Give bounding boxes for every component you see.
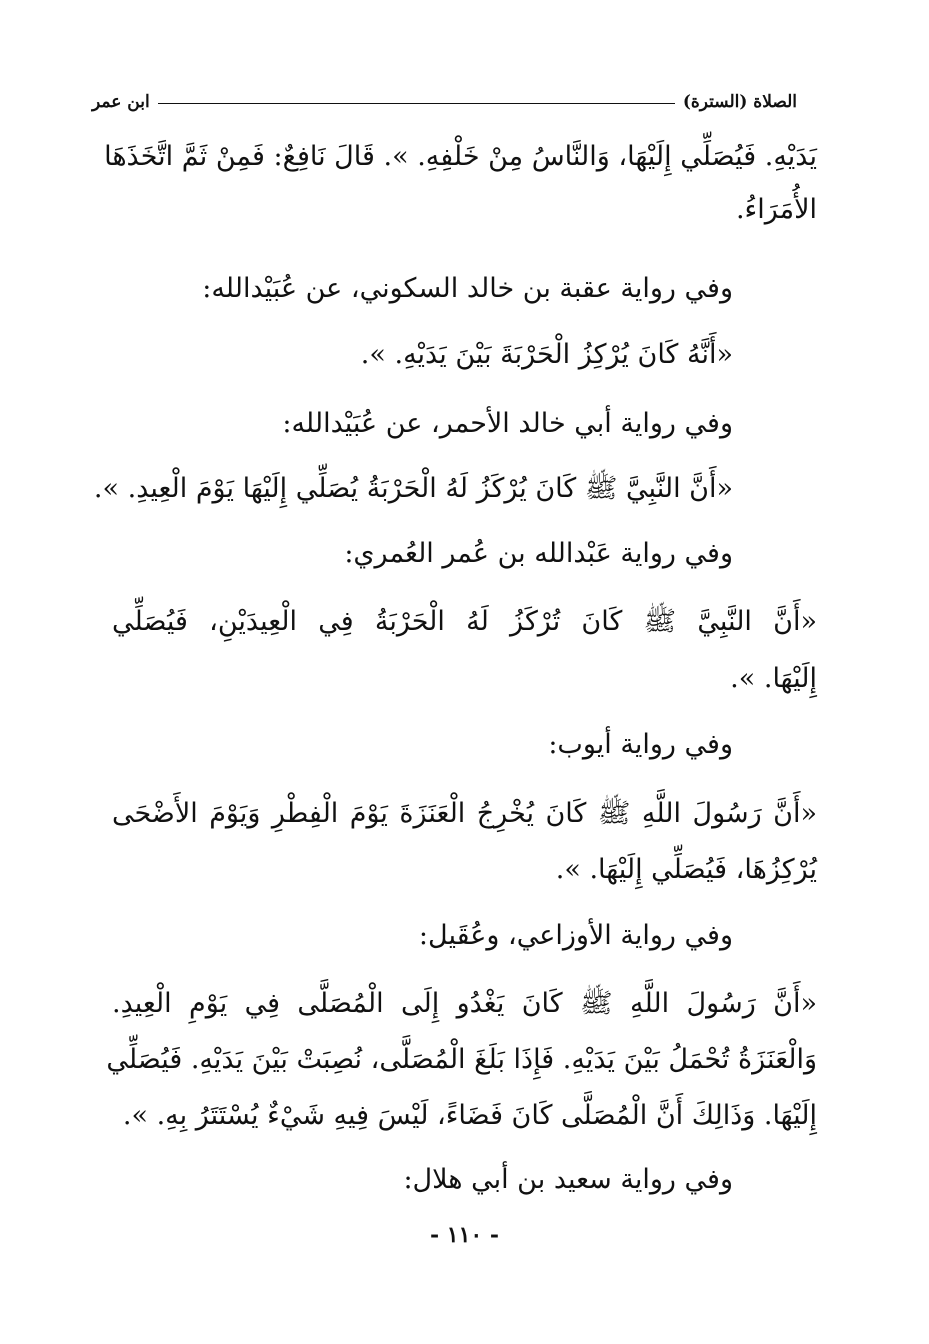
quote-line: «أَنَّ رَسُولَ اللَّهِ ﷺ كَانَ يَغْدُو إِلَى الْمُصَلَّى فِي يَوْمِ الْعِيدِ. bbox=[112, 988, 817, 1019]
running-header bbox=[92, 82, 797, 112]
page-number: - ١١٠ - bbox=[429, 1222, 500, 1248]
text-line-1: يَدَيْهِ. فَيُصَلِّي إِلَيْهَا، وَالنَّاسُ مِنْ خَلْفِهِ. ». قَالَ نَافِعٌ: فَمِنْ ثَمَّ اتَّخَذَهَا bbox=[104, 141, 817, 172]
header-rule bbox=[158, 103, 675, 104]
quote-line: «أَنَّهُ كَانَ يُرْكِزُ الْحَرْبَةَ بَيْنَ يَدَيْهِ. ». bbox=[360, 339, 733, 370]
narration-intro: وفي رواية عَبْدالله بن عُمر العُمري: bbox=[344, 538, 733, 569]
quote-line: يُرْكِزُهَا، فَيُصَلِّي إِلَيْهَا. ». bbox=[555, 854, 817, 885]
narration-intro: وفي رواية أيوب: bbox=[548, 729, 733, 760]
quote-line: «أَنَّ النَّبِيَّ ﷺ كَانَ تُرْكَزُ لَهُ الْحَرْبَةُ فِي الْعِيدَيْنِ، فَيُصَلِّي bbox=[112, 606, 817, 637]
quote-line: إِلَيْهَا. وَذَالِكَ أَنَّ الْمُصَلَّى كَانَ فَضَاءً، لَيْسَ فِيهِ شَيْءٌ يُسْتَتَرُ بِهِ. ». bbox=[122, 1100, 817, 1131]
text-line-2: الأُمَرَاءُ. bbox=[735, 194, 817, 225]
quote-line: وَالْعَنَزَةُ تُحْمَلُ بَيْنَ يَدَيْهِ. فَإِذَا بَلَغَ الْمُصَلَّى، نُصِبَتْ بَيْنَ يَدَيْهِ. فَيُصَلِّي bbox=[106, 1044, 817, 1075]
narration-intro: وفي رواية أبي خالد الأحمر، عن عُبَيْدالله: bbox=[282, 408, 733, 439]
chapter-title: الصلاة (السترة) bbox=[682, 92, 797, 112]
narration-intro: وفي رواية عقبة بن خالد السكوني، عن عُبَيْدالله: bbox=[202, 273, 733, 304]
narration-intro: وفي رواية سعيد بن أبي هلال: bbox=[403, 1164, 733, 1195]
quote-line: إِلَيْهَا. ». bbox=[730, 663, 817, 694]
quote-line: «أَنَّ النَّبِيَّ ﷺ كَانَ يُرْكَزُ لَهُ الْحَرْبَةُ يُصَلِّي إِلَيْهَا يَوْمَ الْعِيدِ. ». bbox=[93, 473, 733, 504]
narration-intro: وفي رواية الأوزاعي، وعُقَيل: bbox=[418, 920, 733, 951]
narrator-title: ابن عمر bbox=[92, 92, 150, 112]
quote-line: «أَنَّ رَسُولَ اللَّهِ ﷺ كَانَ يُخْرِجُ الْعَنَزَةَ يَوْمَ الْفِطْرِ وَيَوْمَ الأَضْحَى bbox=[112, 798, 817, 829]
